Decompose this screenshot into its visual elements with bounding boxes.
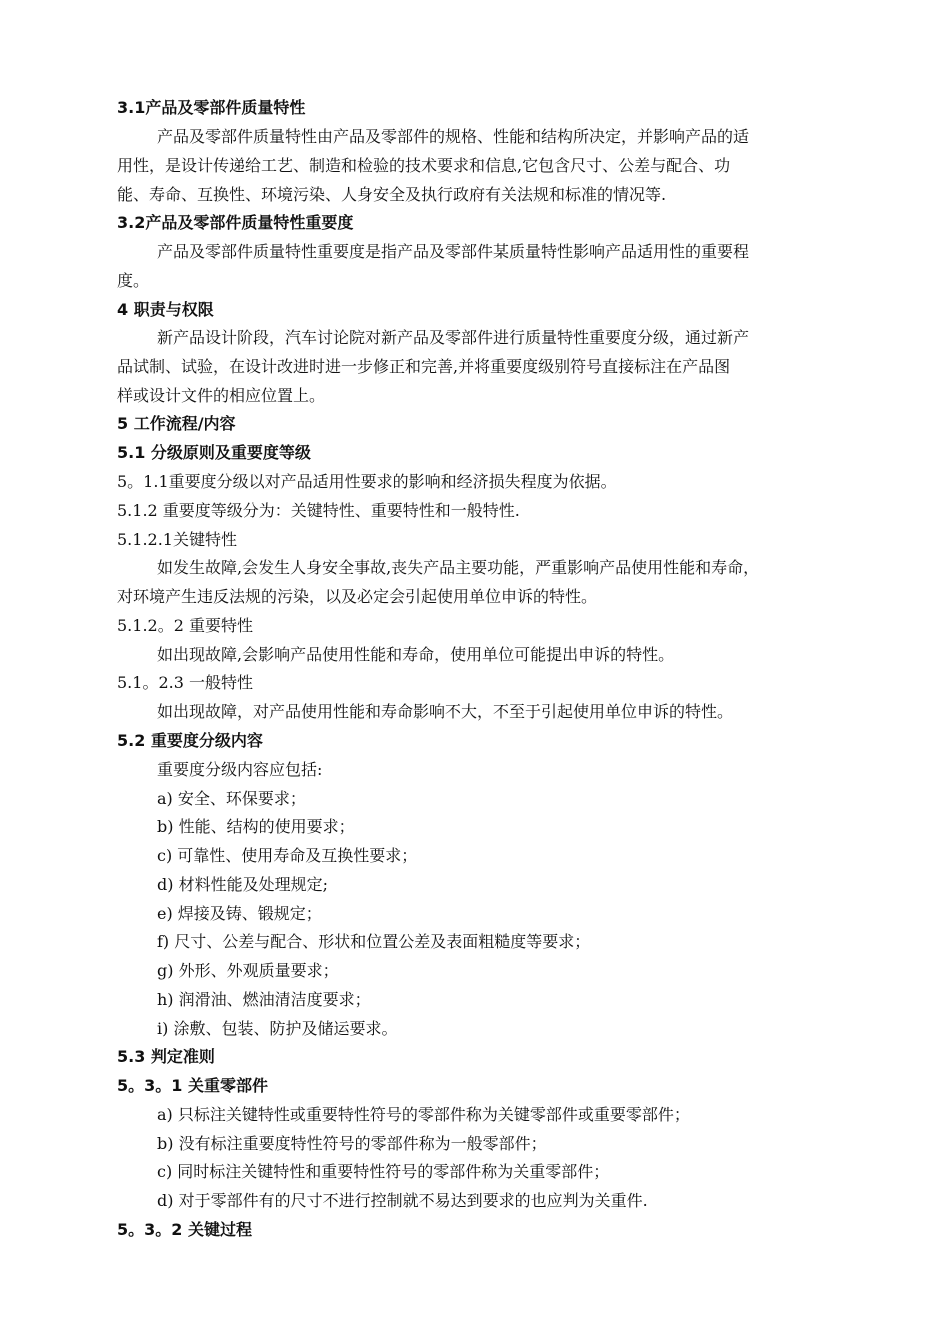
list-item: a) 只标注关键特性或重要特性符号的零部件称为关键零部件或重要零部件； bbox=[157, 1105, 690, 1124]
paragraph-line: 产品及零部件质量特性重要度是指产品及零部件某质量特性影响产品适用性的重要程 bbox=[157, 242, 750, 261]
list-item: b) 性能、结构的使用要求； bbox=[157, 817, 355, 836]
clause-line: 5.1.2 重要度等级分为：关键特性、重要特性和一般特性. bbox=[117, 501, 520, 520]
list-item: d) 材料性能及处理规定; bbox=[157, 875, 328, 894]
paragraph-line: 如出现故障，对产品使用性能和寿命影响不大，不至于引起使用单位申诉的特性。 bbox=[157, 702, 734, 721]
paragraph-line: 如发生故障,会发生人身安全事故,丧失产品主要功能，严重影响产品使用性能和寿命， bbox=[157, 558, 760, 577]
paragraph-line: 用性，是设计传递给工艺、制造和检验的技术要求和信息,它包含尺寸、公差与配合、功 bbox=[117, 156, 731, 175]
section-heading-5-3: 5.3 判定准则 bbox=[117, 1047, 215, 1066]
list-item: f) 尺寸、公差与配合、形状和位置公差及表面粗糙度等要求； bbox=[157, 932, 591, 951]
subsection-heading-5-3-1: 5。3。1 关重零部件 bbox=[117, 1076, 268, 1095]
clause-label: 5.1.2。2 重要特性 bbox=[117, 616, 253, 635]
list-item: h) 润滑油、燃油清洁度要求； bbox=[157, 990, 371, 1009]
paragraph-line: 品试制、试验，在设计改进时进一步修正和完善,并将重要度级别符号直接标注在产品图 bbox=[117, 357, 731, 376]
list-item: a) 安全、环保要求； bbox=[157, 789, 306, 808]
clause-line: 5。1.1重要度分级以对产品适用性要求的影响和经济损失程度为依据。 bbox=[117, 472, 617, 491]
paragraph-line: 能、寿命、互换性、环境污染、人身安全及执行政府有关法规和标准的情况等. bbox=[117, 185, 667, 204]
paragraph-line: 重要度分级内容应包括: bbox=[157, 760, 323, 779]
paragraph-line: 产品及零部件质量特性由产品及零部件的规格、性能和结构所决定，并影响产品的适 bbox=[157, 127, 750, 146]
paragraph-line: 度。 bbox=[117, 271, 150, 290]
list-item: e) 焊接及铸、锻规定； bbox=[157, 904, 322, 923]
section-heading-5: 5 工作流程/内容 bbox=[117, 414, 236, 433]
list-item: i) 涂敷、包装、防护及储运要求。 bbox=[157, 1019, 398, 1038]
list-item: c) 同时标注关键特性和重要特性符号的零部件称为关重零部件； bbox=[157, 1162, 610, 1181]
section-heading-5-1: 5.1 分级原则及重要度等级 bbox=[117, 443, 311, 462]
paragraph-line: 样或设计文件的相应位置上。 bbox=[117, 386, 326, 405]
list-item: d) 对于零部件有的尺寸不进行控制就不易达到要求的也应判为关重件. bbox=[157, 1191, 648, 1210]
clause-label: 5.1。2.3 一般特性 bbox=[117, 673, 253, 692]
section-heading-4: 4 职责与权限 bbox=[117, 300, 214, 319]
paragraph-line: 对环境产生违反法规的污染，以及必定会引起使用单位申诉的特性。 bbox=[117, 587, 598, 606]
section-heading-3-1: 3.1产品及零部件质量特性 bbox=[117, 98, 306, 117]
section-heading-5-2: 5.2 重要度分级内容 bbox=[117, 731, 263, 750]
list-item: c) 可靠性、使用寿命及互换性要求； bbox=[157, 846, 418, 865]
subsection-heading-5-3-2: 5。3。2 关键过程 bbox=[117, 1220, 252, 1239]
clause-label: 5.1.2.1关键特性 bbox=[117, 530, 237, 549]
paragraph-line: 新产品设计阶段，汽车讨论院对新产品及零部件进行质量特性重要度分级，通过新产 bbox=[157, 328, 750, 347]
list-item: g) 外形、外观质量要求； bbox=[157, 961, 339, 980]
paragraph-line: 如出现故障,会影响产品使用性能和寿命，使用单位可能提出申诉的特性。 bbox=[157, 645, 675, 664]
list-item: b) 没有标注重要度特性符号的零部件称为一般零部件； bbox=[157, 1134, 547, 1153]
section-heading-3-2: 3.2产品及零部件质量特性重要度 bbox=[117, 213, 354, 232]
